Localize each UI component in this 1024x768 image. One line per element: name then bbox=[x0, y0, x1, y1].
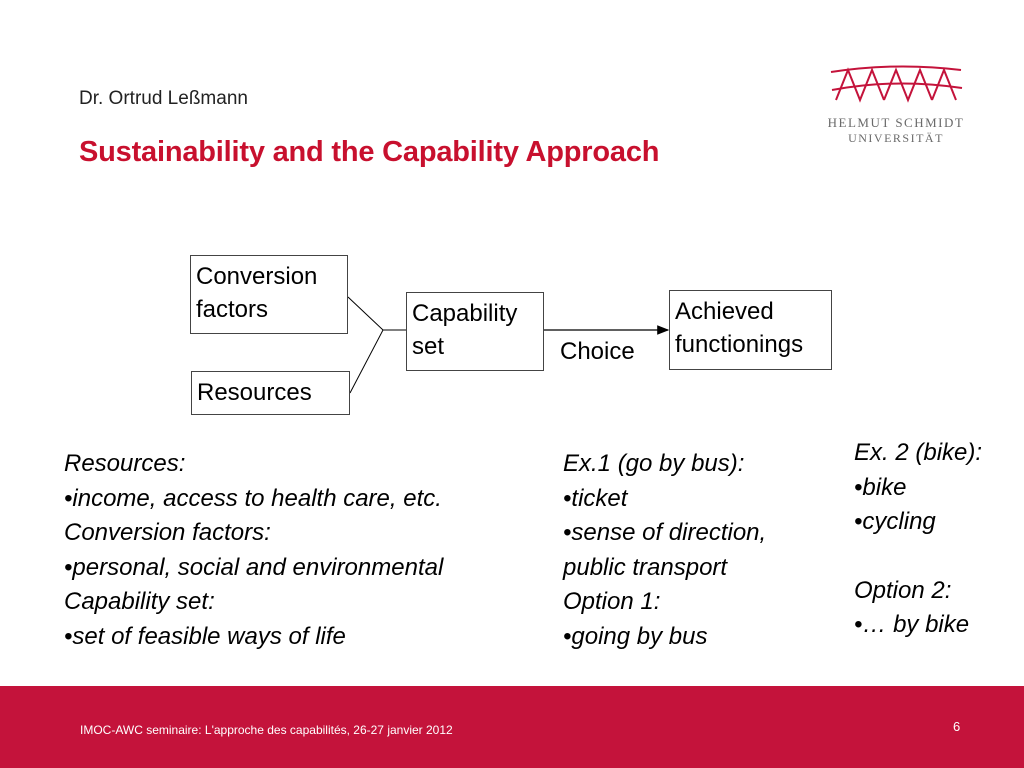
text-line: public transport bbox=[563, 553, 728, 581]
text-line: •ticket bbox=[563, 484, 628, 512]
resources-label: Resources bbox=[197, 379, 312, 406]
text-line: Conversion factors: bbox=[64, 519, 271, 546]
logo-text-line1: HELMUT SCHMIDT bbox=[827, 115, 965, 130]
capability-label-line1: Capability bbox=[412, 300, 518, 327]
text-line: Option 2: bbox=[854, 576, 952, 604]
author-name: Dr. Ortrud Leßmann bbox=[79, 88, 248, 109]
connector-resources bbox=[350, 330, 383, 393]
text-line: Resources: bbox=[64, 450, 186, 477]
text-line: •sense of direction, bbox=[563, 519, 767, 546]
page-number: 6 bbox=[953, 719, 961, 734]
slide-title: Sustainability and the Capability Approach bbox=[79, 136, 660, 168]
footer-bar bbox=[0, 686, 1024, 768]
text-line: •bike bbox=[854, 473, 907, 501]
text-line: Option 1: bbox=[563, 588, 661, 615]
resources-box bbox=[191, 371, 350, 415]
achieved-label-line1: Achieved bbox=[675, 298, 774, 325]
achieved-label-line2: functionings bbox=[675, 331, 804, 358]
definitions-column bbox=[64, 447, 443, 654]
text-line: •… by bike bbox=[854, 611, 970, 638]
text-line: •income, access to health care, etc. bbox=[64, 484, 442, 512]
text-line: •going by bus bbox=[563, 622, 708, 650]
logo-text-line2: UNIVERSITÄT bbox=[848, 131, 944, 145]
choice-label: Choice bbox=[560, 338, 635, 365]
text-line: Capability set: bbox=[64, 588, 215, 615]
capability-set-box bbox=[406, 292, 544, 371]
text-line: •cycling bbox=[854, 508, 936, 535]
conversion-label-line1: Conversion bbox=[196, 263, 318, 290]
connector-conversion bbox=[348, 297, 383, 330]
example-bike-column bbox=[854, 436, 982, 643]
conversion-factors-box bbox=[190, 255, 348, 334]
text-line: •personal, social and environmental bbox=[64, 553, 444, 581]
footer-text: IMOC-AWC seminaire: L'approche des capabilités, 26-27 janvier 2012 bbox=[80, 723, 453, 737]
capability-label-line2: set bbox=[412, 333, 445, 360]
spacer bbox=[854, 540, 982, 574]
text-line: Ex. 2 (bike): bbox=[854, 439, 983, 466]
achieved-functionings-box bbox=[669, 290, 832, 370]
text-line: Ex.1 (go by bus): bbox=[563, 450, 745, 477]
example-bus-column bbox=[563, 447, 766, 654]
text-line: •set of feasible ways of life bbox=[64, 622, 346, 650]
conversion-label-line2: factors bbox=[196, 296, 269, 323]
